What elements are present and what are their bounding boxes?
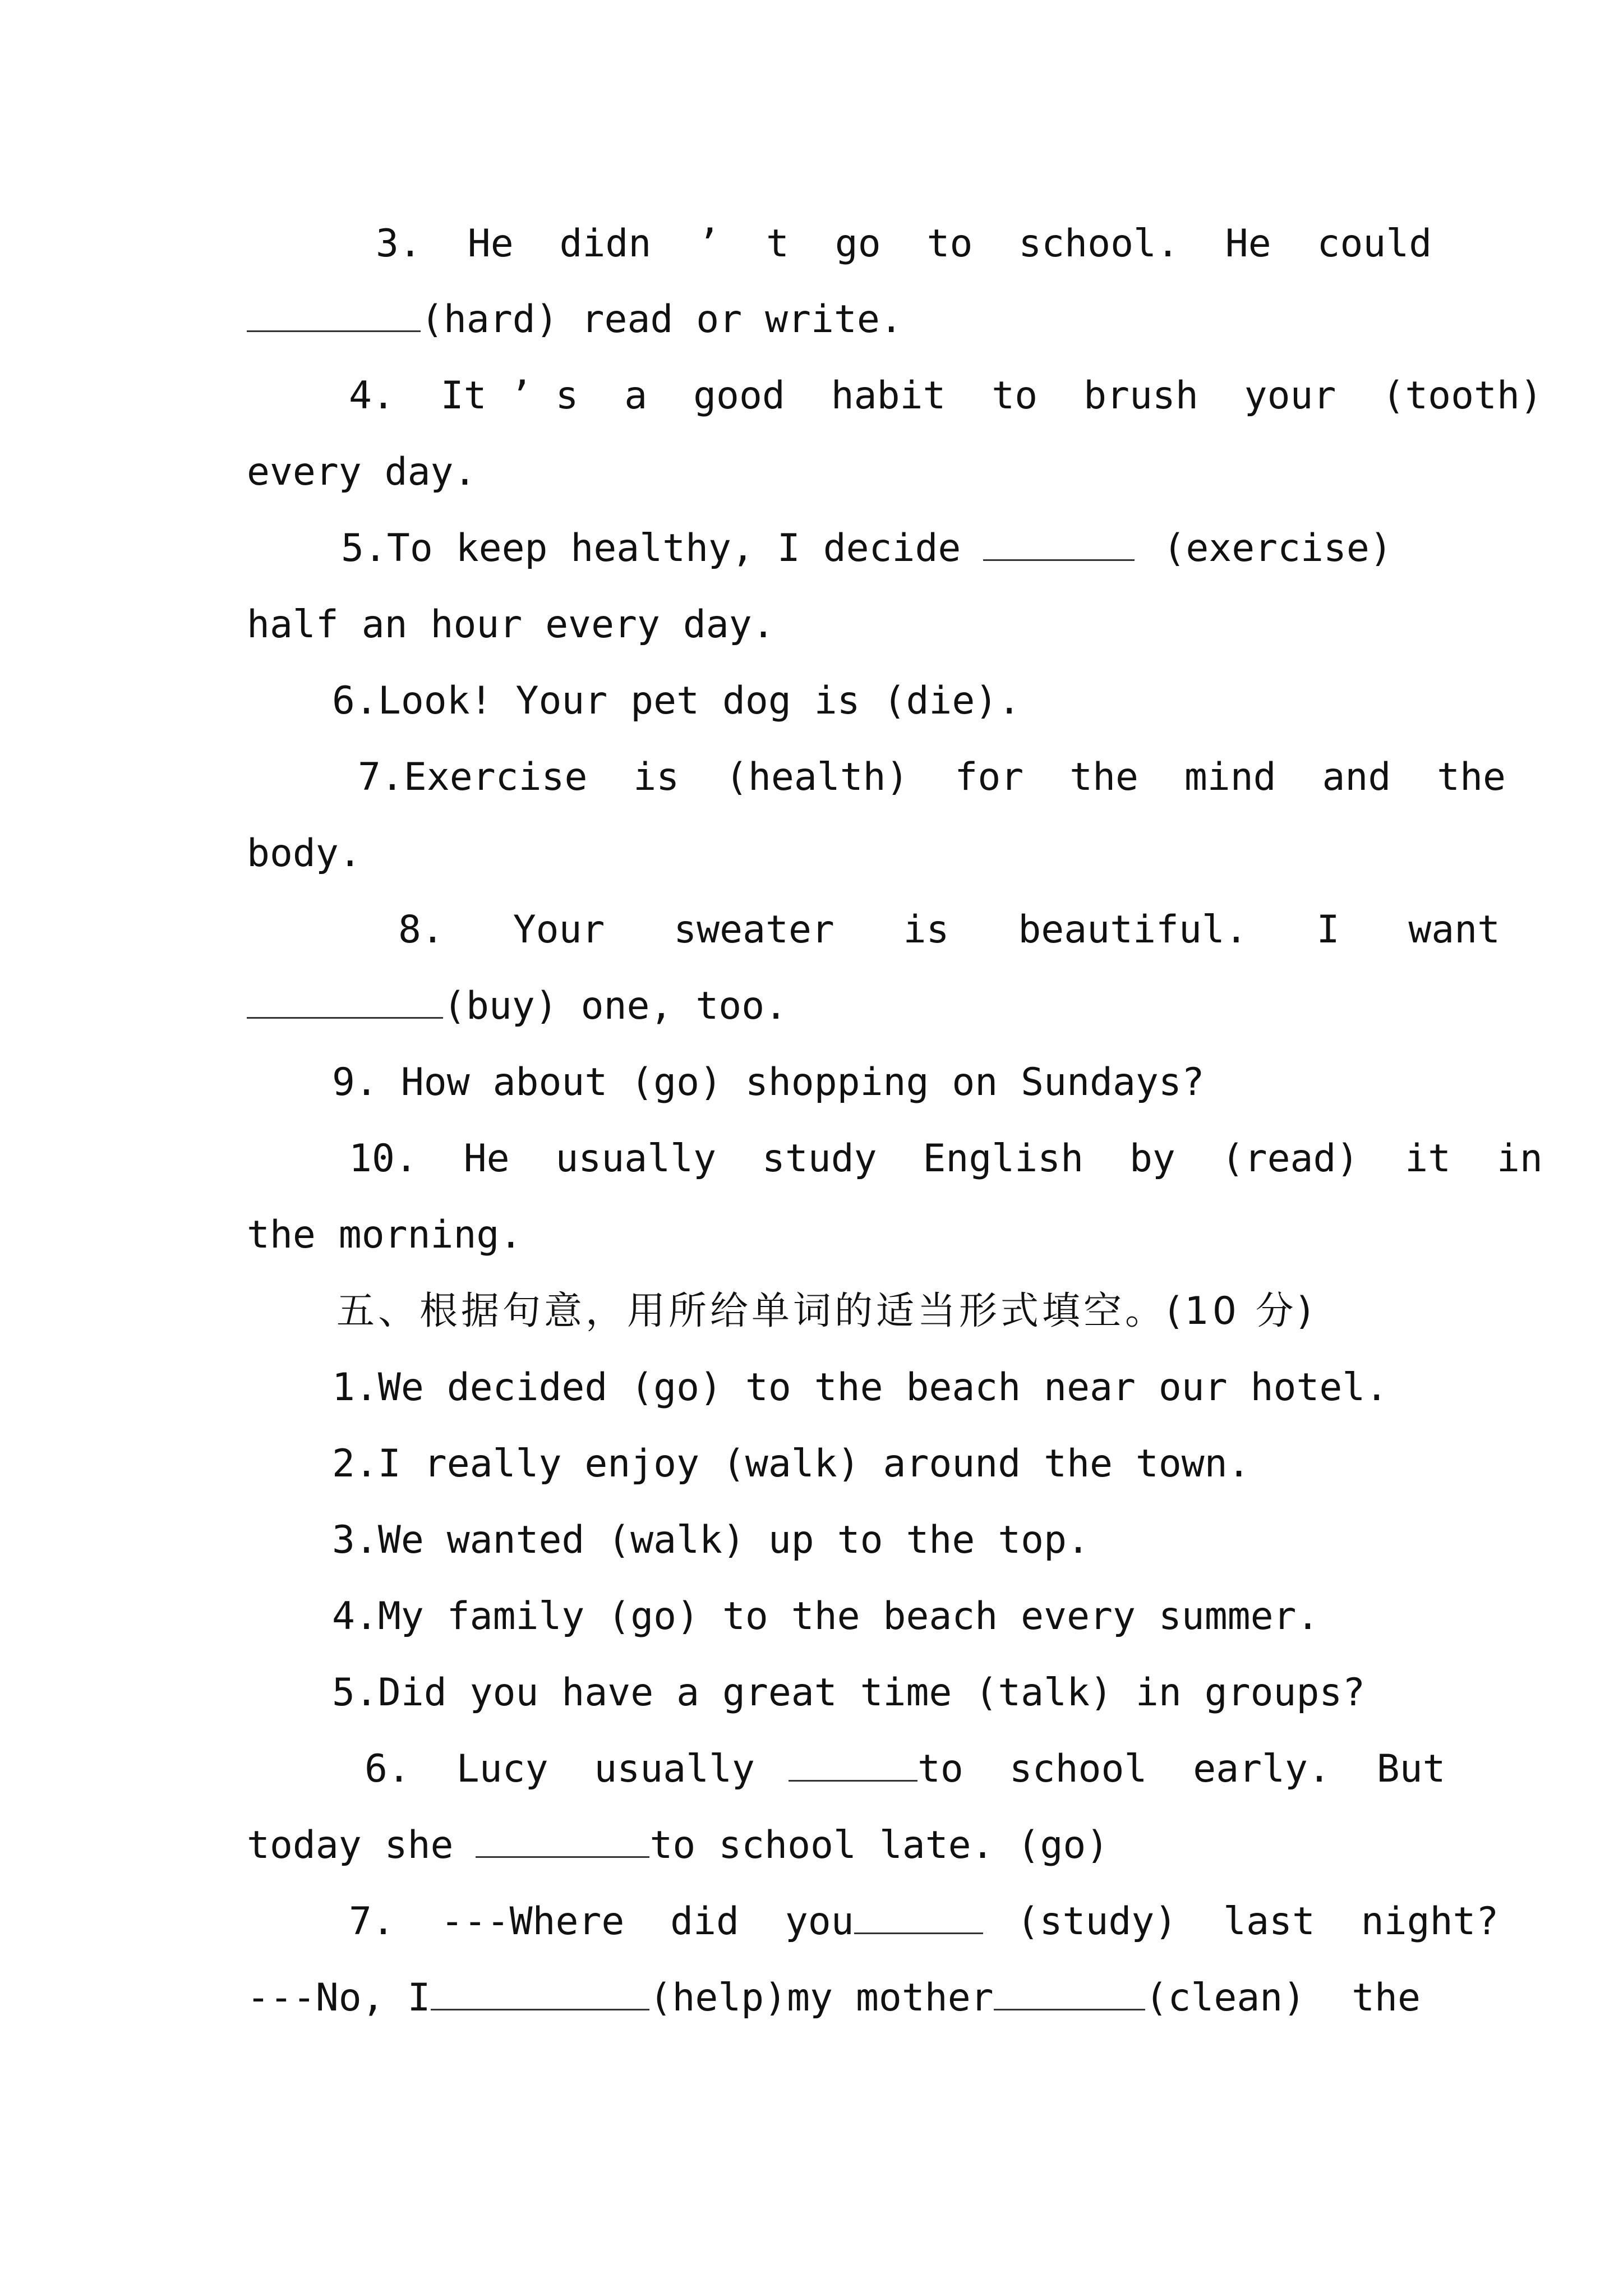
s5-q6-text-line2-cont: to school late. (go) xyxy=(649,1823,1109,1867)
q7-line2 xyxy=(247,826,1385,882)
answer-blank[interactable] xyxy=(247,296,421,332)
q7-line1 xyxy=(358,749,1506,806)
q5-text: 5.To keep healthy, I decide xyxy=(341,526,961,570)
s5-q3 xyxy=(332,1512,1385,1568)
answer-blank[interactable] xyxy=(476,1822,649,1858)
q8-text: 8. Your sweater is beautiful. I want xyxy=(398,908,1501,952)
q5-text-line2: half an hour every day. xyxy=(247,602,775,647)
answer-blank[interactable] xyxy=(994,1975,1145,2010)
s5-q7-text-c: (clean) the xyxy=(1145,1976,1421,2020)
s5-q6-text-cont: to school early. But xyxy=(917,1747,1446,1791)
q7-text-cont: body. xyxy=(247,831,362,876)
answer-blank[interactable] xyxy=(789,1746,917,1782)
answer-blank[interactable] xyxy=(983,525,1135,561)
s5-q1-text: 1.We decided (go) to the beach near our hotel. xyxy=(332,1365,1389,1410)
q4-line2 xyxy=(247,444,1385,500)
q10-line2 xyxy=(247,1207,1385,1263)
q9-text: 9. How about (go) shopping on Sundays? xyxy=(332,1060,1205,1105)
q10-text: 10. He usually study English by (read) it in xyxy=(349,1137,1543,1181)
s5-q4-text: 4.My family (go) to the beach every summer. xyxy=(332,1594,1320,1639)
section-heading-text: 五、根据句意，用所给单词的适当形式填空。(10 分) xyxy=(336,1289,1316,1333)
s5-q3-text: 3.We wanted (walk) up to the top. xyxy=(332,1518,1090,1562)
s5-q7-line2 xyxy=(247,1970,1421,2026)
answer-blank[interactable] xyxy=(247,983,443,1019)
answer-blank[interactable] xyxy=(854,1898,983,1934)
q10-line1 xyxy=(349,1131,1543,1187)
q5-line1 xyxy=(341,521,1393,577)
q3-line2 xyxy=(247,292,1385,348)
q4-line1 xyxy=(349,368,1543,424)
s5-q2-text: 2.I really enjoy (walk) around the town. xyxy=(332,1442,1251,1486)
s5-q4 xyxy=(332,1589,1385,1645)
q3-line1 xyxy=(376,216,1432,272)
s5-q7-text-b: (help)my mother xyxy=(649,1976,994,2020)
s5-q6-text: 6. Lucy usually xyxy=(365,1747,755,1791)
q3-text: 3. He didn ’ t go to school. He could xyxy=(376,222,1432,266)
q9-line1 xyxy=(332,1055,1385,1111)
q8-text-cont: (buy) one, too. xyxy=(443,984,788,1028)
s5-q5 xyxy=(332,1665,1385,1721)
q6-line1 xyxy=(332,673,1385,729)
section-five-heading xyxy=(336,1283,1385,1340)
q4-text: 4. It ’ s a good habit to brush your (tooth) xyxy=(349,374,1543,418)
q8-line2 xyxy=(247,978,1385,1034)
q5-text-cont: (exercise) xyxy=(1163,526,1393,570)
s5-q6-line2 xyxy=(247,1818,1385,1874)
q5-line2 xyxy=(247,597,1385,653)
s5-q6-text-line2: today she xyxy=(247,1823,454,1867)
s5-q7-line1 xyxy=(349,1894,1499,1950)
s5-q6-line1 xyxy=(365,1741,1446,1797)
s5-q2 xyxy=(332,1436,1385,1492)
q8-line1 xyxy=(398,902,1501,958)
q10-text-cont: the morning. xyxy=(247,1213,523,1257)
s5-q1 xyxy=(332,1360,1389,1416)
q4-text-cont: every day. xyxy=(247,450,477,494)
answer-blank[interactable] xyxy=(431,1975,649,2010)
q7-text: 7.Exercise is (health) for the mind and the xyxy=(358,755,1506,799)
s5-q7-text-a: ---No, I xyxy=(247,1976,431,2020)
q3-text-cont: (hard) read or write. xyxy=(421,297,903,342)
q6-text: 6.Look! Your pet dog is (die). xyxy=(332,679,1021,723)
s5-q7-text: 7. ---Where did you xyxy=(349,1899,854,1944)
s5-q7-text-cont: (study) last night? xyxy=(1016,1899,1499,1944)
s5-q5-text: 5.Did you have a great time (talk) in groups? xyxy=(332,1671,1366,1715)
